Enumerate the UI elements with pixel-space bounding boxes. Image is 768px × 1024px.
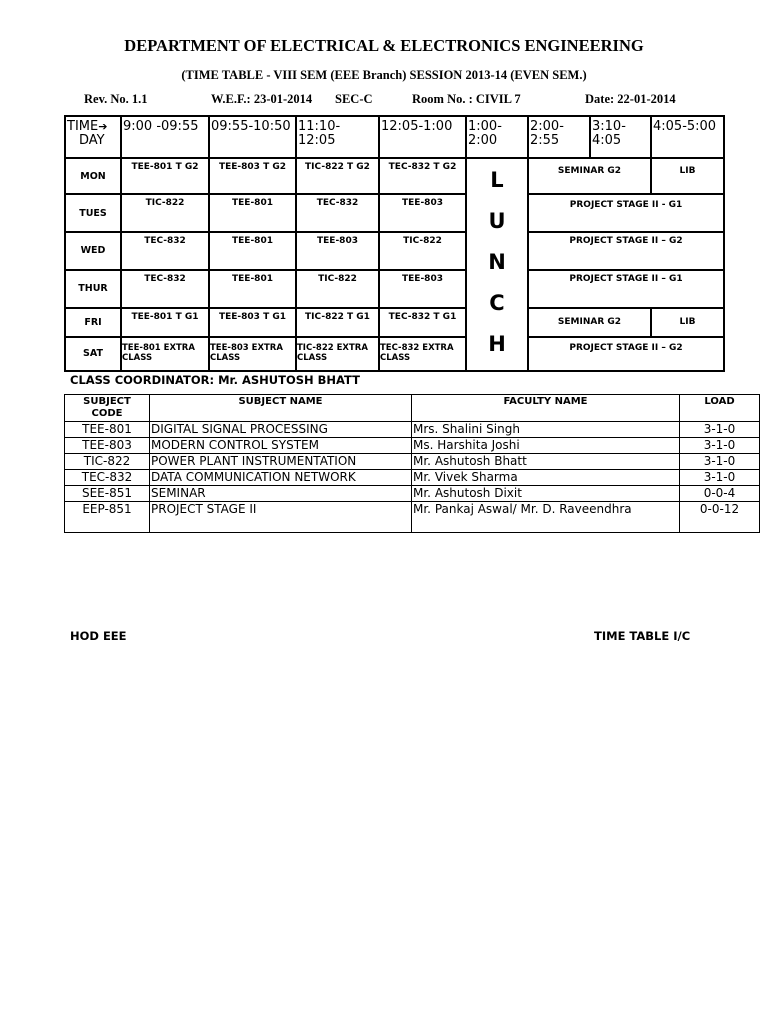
afternoon-cell: LIB: [651, 308, 724, 337]
day-cell: SAT: [65, 337, 121, 371]
class-cell: TEC-832: [121, 232, 209, 269]
lunch-break-cell: [466, 158, 528, 371]
revision-number: Rev. No. 1.1: [84, 92, 148, 106]
day-label: DAY: [79, 133, 105, 148]
subject-load: 3-1-0: [680, 422, 760, 438]
timetable-grid: [64, 115, 725, 372]
class-cell: TIC-822 EXTRA CLASS: [296, 337, 379, 371]
slot-header: 11:10-12:05: [296, 116, 379, 158]
class-cell: TEE-803: [379, 270, 466, 308]
table-row: [65, 422, 760, 438]
subject-load: 0-0-4: [680, 486, 760, 502]
class-cell: TIC-822: [379, 232, 466, 269]
class-cell: TEE-803 T G2: [209, 158, 296, 194]
slot-header: 3:10-4:05: [590, 116, 651, 158]
table-row: [65, 438, 760, 454]
lunch-letter: N: [488, 250, 506, 274]
subject-load: 3-1-0: [680, 454, 760, 470]
section: SEC-C: [335, 92, 373, 106]
class-cell: TEE-801: [209, 194, 296, 232]
subject-load: 3-1-0: [680, 470, 760, 486]
faculty-name: Mr. Pankaj Aswal/ Mr. D. Raveendhra: [412, 502, 680, 533]
faculty-name: Mr. Ashutosh Dixit: [412, 486, 680, 502]
afternoon-cell: SEMINAR G2: [528, 308, 651, 337]
slot-header: 1:00-2:00: [466, 116, 528, 158]
subject-name: MODERN CONTROL SYSTEM: [150, 438, 412, 454]
lunch-letter: U: [488, 209, 506, 233]
class-cell: TEC-832 EXTRA CLASS: [379, 337, 466, 371]
afternoon-cell: PROJECT STAGE II – G2: [528, 337, 724, 371]
subject-name: PROJECT STAGE II: [150, 502, 412, 533]
class-cell: TEE-801: [209, 232, 296, 269]
subject-code: TEE-803: [65, 438, 150, 454]
column-header: SUBJECT CODE: [65, 395, 150, 422]
time-label: TIME: [67, 119, 99, 134]
faculty-name: Mrs. Shalini Singh: [412, 422, 680, 438]
slot-header: 09:55-10:50: [209, 116, 296, 158]
afternoon-cell: PROJECT STAGE II – G1: [528, 270, 724, 308]
day-cell: THUR: [65, 270, 121, 308]
day-cell: MON: [65, 158, 121, 194]
table-row: [65, 454, 760, 470]
subject-code: SEE-851: [65, 486, 150, 502]
column-header: SUBJECT NAME: [150, 395, 412, 422]
day-cell: TUES: [65, 194, 121, 232]
class-cell: TEC-832 T G2: [379, 158, 466, 194]
column-header: FACULTY NAME: [412, 395, 680, 422]
faculty-name: Ms. Harshita Joshi: [412, 438, 680, 454]
subject-table: [64, 394, 760, 533]
lunch-letter: L: [490, 168, 504, 192]
slot-header: 2:00-2:55: [528, 116, 590, 158]
subject-code: TEC-832: [65, 470, 150, 486]
afternoon-cell: PROJECT STAGE II – G2: [528, 232, 724, 269]
page-title: DEPARTMENT OF ELECTRICAL & ELECTRONICS ENGINEERING: [124, 36, 644, 55]
class-cell: TEE-801 T G1: [121, 308, 209, 337]
class-cell: TEE-801: [209, 270, 296, 308]
room-number: Room No. : CIVIL 7: [412, 92, 521, 106]
issue-date: Date: 22-01-2014: [585, 92, 676, 106]
slot-header: 12:05-1:00: [379, 116, 466, 158]
day-cell: WED: [65, 232, 121, 269]
class-cell: TIC-822: [296, 270, 379, 308]
class-cell: TEE-801 EXTRA CLASS: [121, 337, 209, 371]
subject-load: 3-1-0: [680, 438, 760, 454]
lunch-letter: H: [488, 332, 506, 356]
subject-code: TEE-801: [65, 422, 150, 438]
table-row: [65, 486, 760, 502]
class-cell: TEC-832: [121, 270, 209, 308]
subject-name: POWER PLANT INSTRUMENTATION: [150, 454, 412, 470]
class-cell: TEE-803: [296, 232, 379, 269]
effective-date: W.E.F.: 23-01-2014: [211, 92, 313, 106]
class-cell: TEC-832: [296, 194, 379, 232]
table-row: [65, 502, 760, 533]
class-coordinator: CLASS COORDINATOR: Mr. ASHUTOSH BHATT: [70, 373, 360, 387]
subject-name: SEMINAR: [150, 486, 412, 502]
arrow-right-icon: ➔: [98, 120, 108, 133]
table-row: [65, 470, 760, 486]
class-cell: TEE-803 EXTRA CLASS: [209, 337, 296, 371]
corner-cell: [65, 116, 121, 158]
subject-name: DIGITAL SIGNAL PROCESSING: [150, 422, 412, 438]
class-cell: TEC-832 T G1: [379, 308, 466, 337]
day-cell: FRI: [65, 308, 121, 337]
class-cell: TIC-822 T G2: [296, 158, 379, 194]
slot-header: 4:05-5:00: [651, 116, 724, 158]
slot-header: 9:00 -09:55: [121, 116, 209, 158]
class-cell: TEE-801 T G2: [121, 158, 209, 194]
class-cell: TEE-803 T G1: [209, 308, 296, 337]
subject-load: 0-0-12: [680, 502, 760, 533]
afternoon-cell: PROJECT STAGE II - G1: [528, 194, 724, 232]
subject-code: TIC-822: [65, 454, 150, 470]
lunch-letter: C: [489, 291, 505, 315]
subject-name: DATA COMMUNICATION NETWORK: [150, 470, 412, 486]
afternoon-cell: SEMINAR G2: [528, 158, 651, 194]
hod-signature-label: HOD EEE: [70, 629, 127, 643]
class-cell: TEE-803: [379, 194, 466, 232]
subject-code: EEP-851: [65, 502, 150, 533]
afternoon-cell: LIB: [651, 158, 724, 194]
faculty-name: Mr. Vivek Sharma: [412, 470, 680, 486]
class-cell: TIC-822: [121, 194, 209, 232]
class-cell: TIC-822 T G1: [296, 308, 379, 337]
page-subtitle: (TIME TABLE - VIII SEM (EEE Branch) SESSION 2013-14 (EVEN SEM.): [181, 68, 587, 82]
faculty-name: Mr. Ashutosh Bhatt: [412, 454, 680, 470]
timetable-incharge-label: TIME TABLE I/C: [594, 629, 691, 643]
column-header: LOAD: [680, 395, 760, 422]
